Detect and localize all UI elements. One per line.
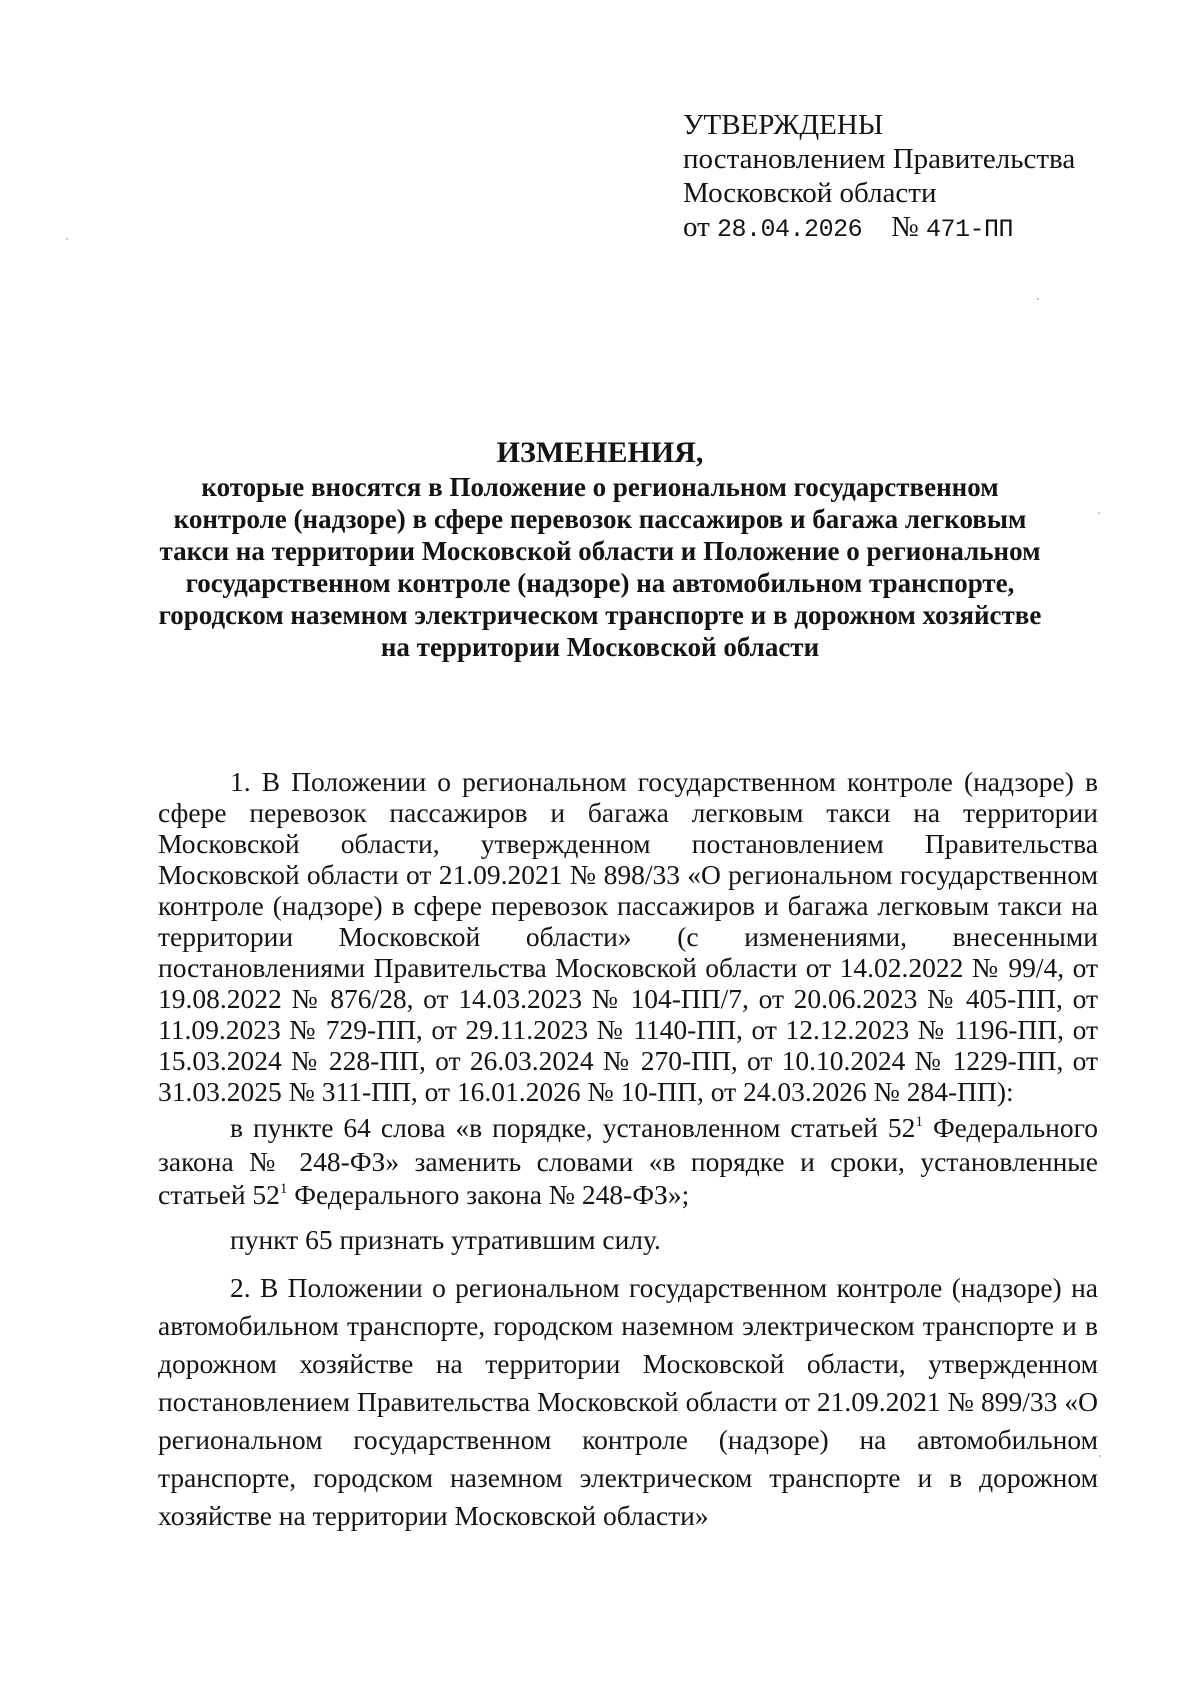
scan-speck (1037, 298, 1039, 300)
document-title-block (150, 435, 1050, 663)
scan-speck (1098, 512, 1100, 514)
superscript-1: 1 (915, 1114, 923, 1130)
approval-heading: УТВЕРЖДЕНЫ (683, 109, 884, 141)
date-prefix: от (683, 211, 710, 243)
superscript-1-second: 1 (279, 1181, 288, 1197)
point-64-text-a: в пункте 64 слова «в порядке, установленном статьей 52 (230, 1112, 916, 1143)
section-1-item-point-65: пункт 65 признать утратившим силу. (230, 1223, 661, 1255)
approval-number: 471-ПП (926, 215, 1014, 244)
scan-speck (66, 238, 68, 240)
document-body (158, 766, 1098, 1535)
approval-date: 28.04.2026 (717, 215, 863, 244)
section-1-item-point-64 (158, 1111, 1098, 1212)
point-64-text-c: Федерального закона № 248-ФЗ»; (287, 1179, 690, 1210)
approval-date-line (683, 210, 1143, 247)
number-sign: № (891, 211, 919, 243)
point-64-text-b: Федерального закона № 248-ФЗ» заменить словами «в порядке и сроки, установленные статьей 52 (158, 1112, 1098, 1210)
approval-stamp-block (683, 108, 1143, 247)
scan-speck (1099, 1455, 1101, 1457)
document-title: ИЗМЕНЕНИЯ, (496, 436, 704, 469)
section-2-paragraph: 2. В Положении о региональном государственном контроле (надзоре) на автомобильном транспорте, городском наземном электрическом транспорте и в дорожном хозяйстве на территории Московской области, утвержденном постановлением Правительства Московской области от 21.09.2021 № 899/33 «О региональном государственном контроле (надзоре) на автомобильном транспорте, городском наземном электрическом транспорте и в дорожном хозяйстве на территории Московской области» (158, 1272, 1098, 1531)
approval-resolution-line: постановлением Правительства (683, 143, 1076, 175)
section-1-paragraph: 1. В Положении о региональном государственном контроле (надзоре) в сфере перевозок пассажиров и багажа легковым такси на территории Московской области, утвержденном постановлением Правительства Московской области от 21.09.2021 № 898/33 «О региональном государственном контроле (надзоре) в сфере перевозок пассажиров и багажа легковым такси на территории Московской области» (с изменениями, внесенными постановлениями Правительства Московской области от 14.02.2022 № 99/4, от 19.08.2022 № 876/28, от 14.03.2023 № 104-ПП/7, от 20.06.2023 № 405-ПП, от 11.09.2023 № 729-ПП, от 29.11.2023 № 1140-ПП, от 12.12.2023 № 1196-ПП, от 15.03.2024 № 228-ПП, от 26.03.2024 № 270-ПП, от 10.10.2024 № 1229-ПП, от 31.03.2025 № 311-ПП, от 16.01.2026 № 10-ПП, от 24.03.2026 № 284-ПП): (158, 766, 1098, 1107)
approval-region-line: Московской области (683, 177, 937, 209)
document-subtitle: которые вносятся в Положение о региональном государственном контроле (надзоре) в сфере перевозок пассажиров и багажа легковым такси на территории Московской области и Положение о региональном государственном контроле (надзоре) на автомобильном транспорте, городском наземном электрическом транспорте и в дорожном хозяйстве на территории Московской области (158, 472, 1042, 662)
